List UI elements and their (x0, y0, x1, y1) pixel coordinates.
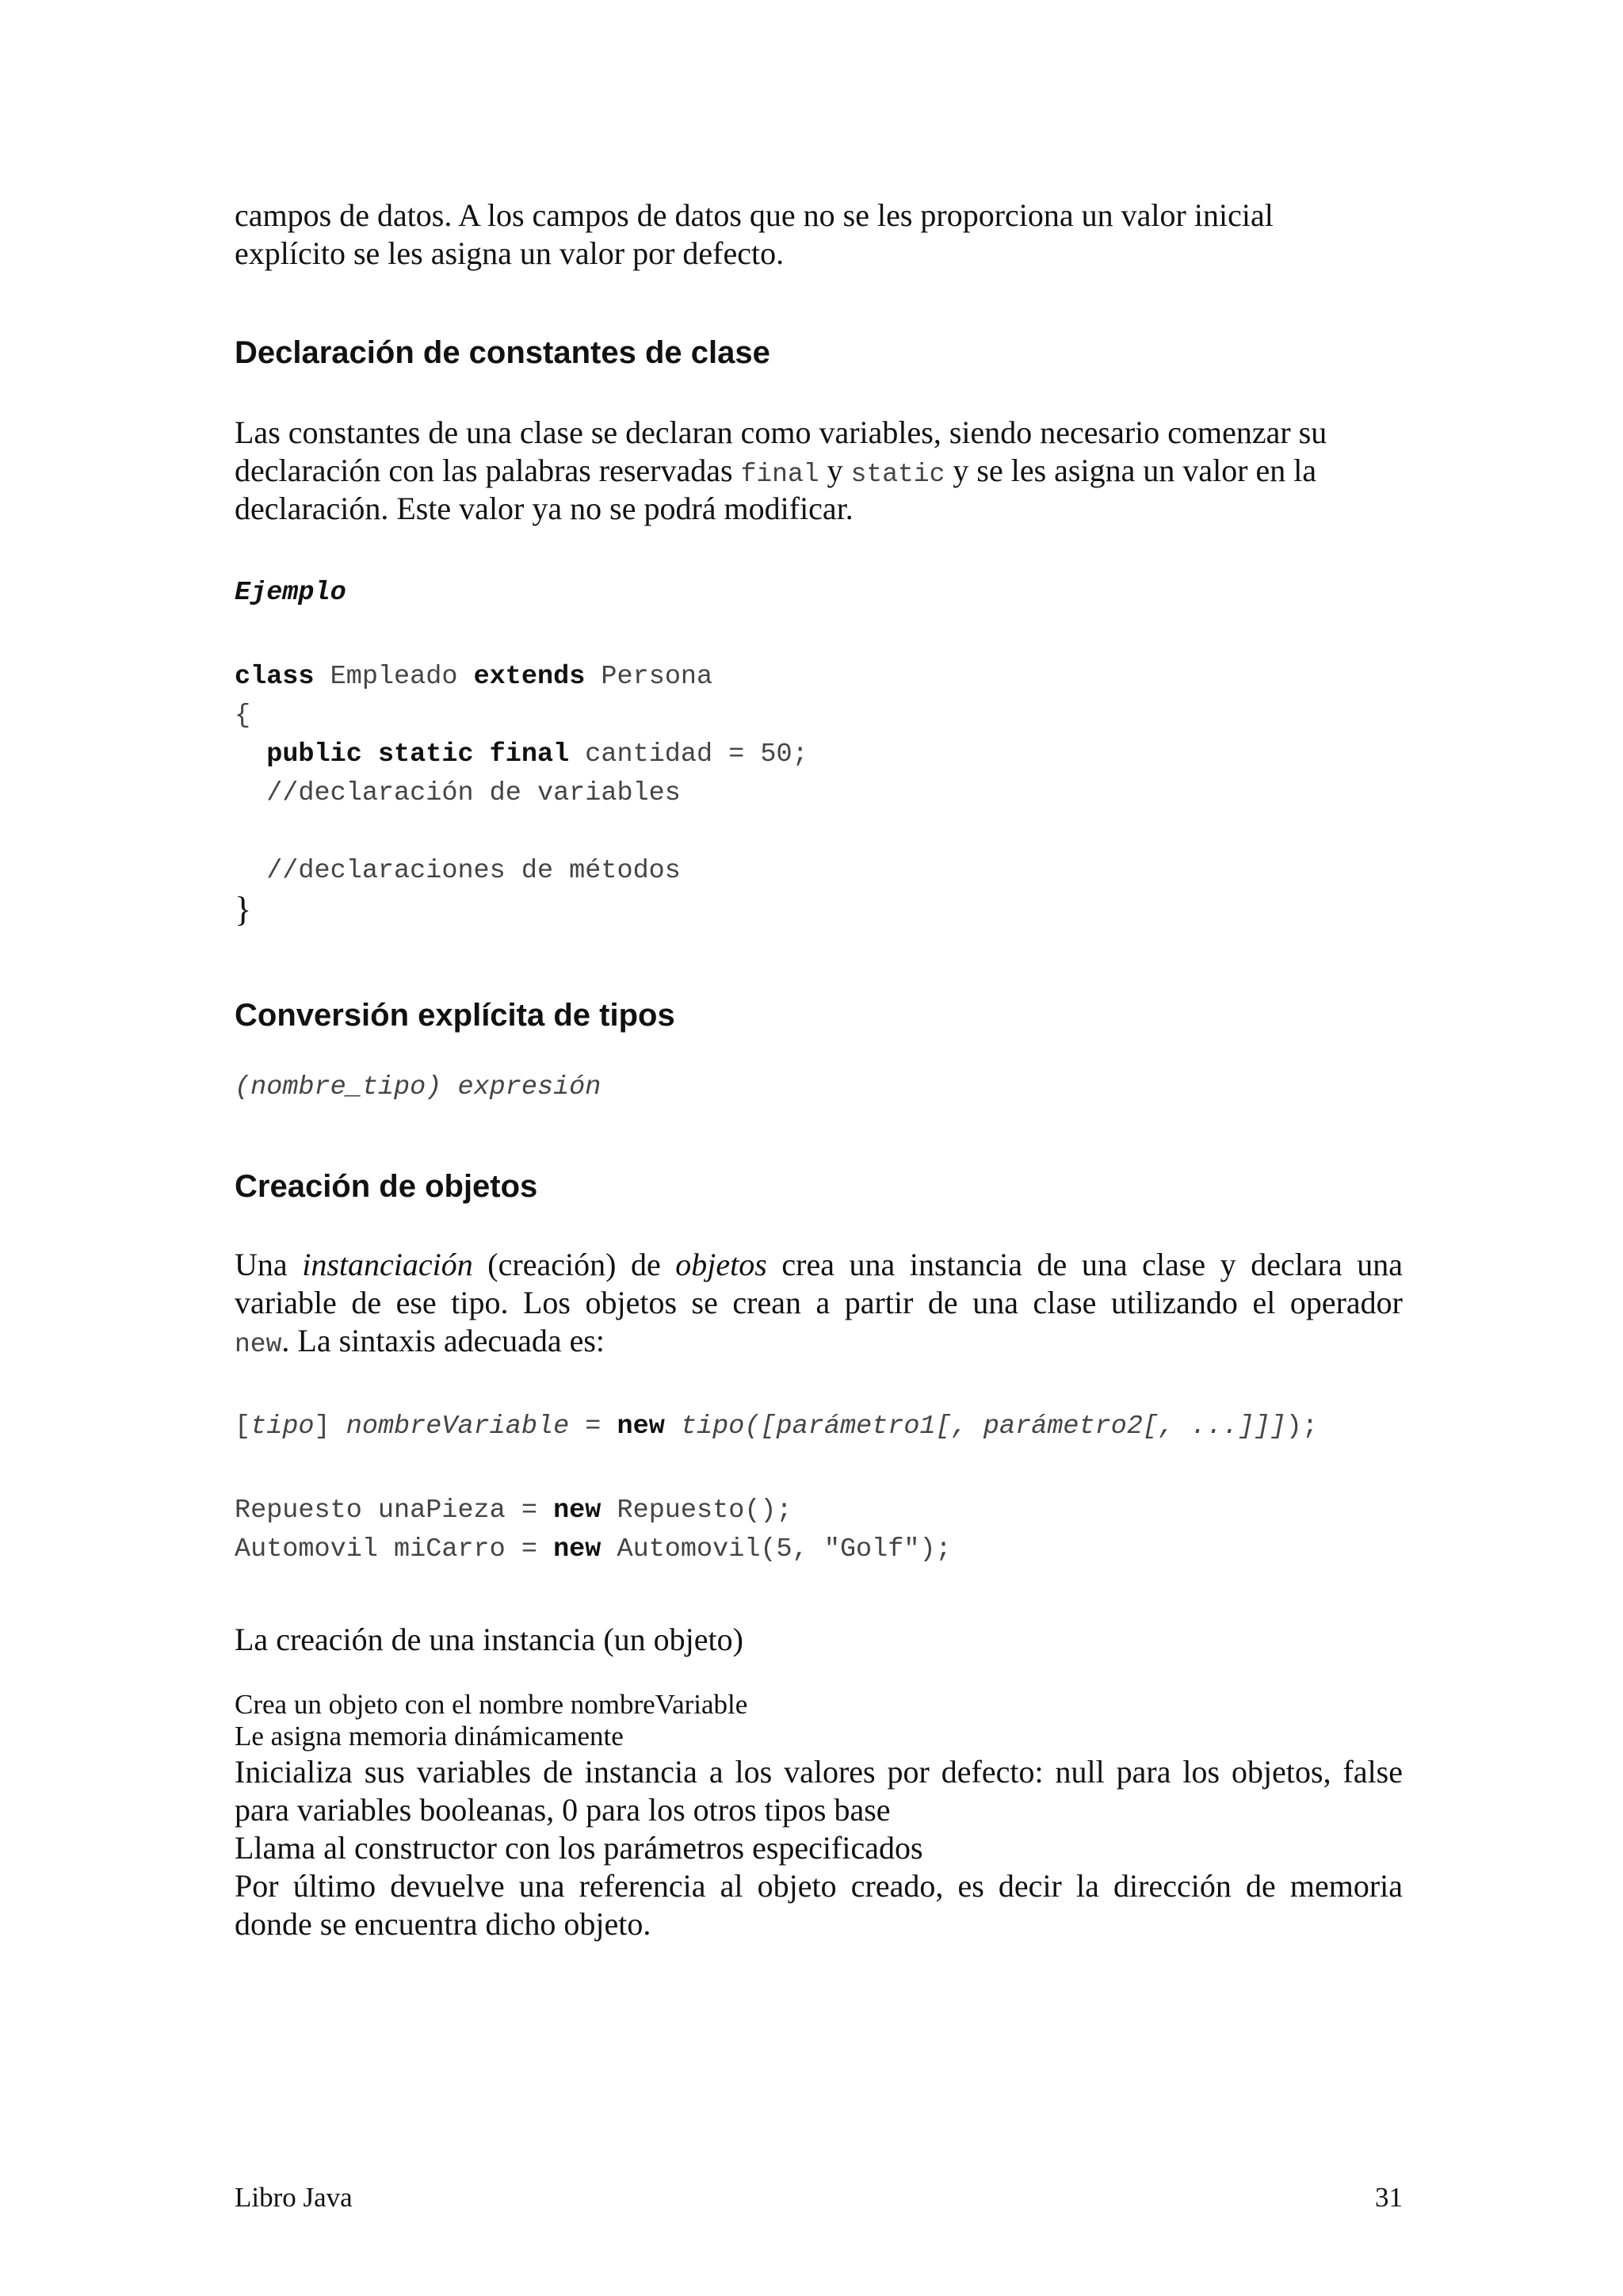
constantes-line-1: Las constantes de una clase se declaran como variables, siendo necesario comenzar su (235, 415, 1327, 450)
code-text: Repuesto unaPieza = (235, 1496, 554, 1526)
code-placeholder: nombreVariable (346, 1412, 570, 1442)
conversion-syntax: (nombre_tipo) expresión (235, 1072, 601, 1102)
text-segment: crea una instancia de una clase y declara una (766, 1247, 1403, 1282)
keyword-new: new (235, 1330, 282, 1359)
text-segment: y (819, 453, 851, 488)
code-keyword: new (553, 1534, 601, 1564)
example-line-1 (235, 1492, 792, 1530)
code-text: Persona (585, 662, 713, 692)
objetos-line-2: variable de ese tipo. Los objetos se crean a partir de una clase utilizando el operador (235, 1285, 1403, 1320)
code-line-6: //declaraciones de métodos (235, 856, 681, 886)
step-init-line-2: para variables booleanas, 0 para los otros tipos base (235, 1792, 891, 1828)
code-text: Automovil(5, "Golf"); (601, 1534, 952, 1564)
creation-intro: La creación de una instancia (un objeto) (235, 1622, 743, 1657)
term-objetos: objetos (675, 1247, 767, 1282)
code-line-2: { (235, 701, 251, 731)
code-text: [ (235, 1412, 251, 1442)
code-placeholder: tipo (250, 1412, 315, 1442)
footer-book-title: Libro Java (235, 2182, 353, 2213)
step-return-line-1: Por último devuelve una referencia al objeto creado, es decir la dirección de memoria (235, 1868, 1403, 1904)
code-keyword: new (553, 1496, 601, 1526)
code-text: ] (314, 1412, 346, 1442)
code-line-1 (235, 658, 712, 697)
text-segment: declaración con las palabras reservadas (235, 453, 741, 488)
intro-line-2: explícito se les asigna un valor por defecto. (235, 235, 785, 271)
keyword-static: static (850, 460, 945, 489)
code-line-4: //declaración de variables (235, 778, 681, 808)
text-segment: y se les asigna un valor en la (945, 453, 1317, 488)
page-number: 31 (1375, 2182, 1403, 2213)
code-text: Automovil miCarro = (235, 1534, 554, 1564)
new-syntax (235, 1408, 1318, 1446)
code-text: = (569, 1412, 617, 1442)
step-init-line-1: Inicializa sus variables de instancia a los valores por defecto: null para los objetos, false (235, 1754, 1403, 1790)
code-text (665, 1412, 681, 1442)
code-text: Repuesto(); (601, 1496, 792, 1526)
text-segment: . La sintaxis adecuada es: (281, 1323, 605, 1358)
example-line-2 (235, 1530, 952, 1569)
code-indent (235, 739, 266, 770)
code-keyword: extends (473, 662, 586, 692)
text-segment: Una (235, 1247, 303, 1282)
step-create-object: Crea un objeto con el nombre nombreVariable (235, 1689, 748, 1720)
text-segment: (creación) de (472, 1247, 676, 1282)
code-keyword: class (235, 662, 315, 692)
intro-line-1: campos de datos. A los campos de datos que no se les proporciona un valor inicial (235, 197, 1274, 233)
constantes-line-2 (235, 452, 1403, 494)
step-return-line-2: donde se encuentra dicho objeto. (235, 1906, 651, 1942)
constantes-line-3: declaración. Este valor ya no se podrá modificar. (235, 491, 854, 526)
section-heading-conversion: Conversión explícita de tipos (235, 998, 675, 1033)
code-line-3 (235, 735, 808, 774)
objetos-line-1 (235, 1246, 1403, 1284)
section-heading-objetos: Creación de objetos (235, 1169, 538, 1204)
code-keyword: new (617, 1412, 665, 1442)
code-line-7: } (235, 890, 252, 929)
keyword-final: final (740, 460, 819, 489)
code-text: cantidad = 50; (569, 739, 808, 770)
code-keyword: public static final (266, 739, 570, 770)
term-instanciacion: instanciación (302, 1247, 473, 1282)
step-assign-memory: Le asigna memoria dinámicamente (235, 1721, 624, 1752)
code-text: Empleado (314, 662, 474, 692)
code-placeholder: tipo([parámetro1[, parámetro2[, ...]]] (680, 1412, 1286, 1442)
example-label: Ejemplo (235, 578, 346, 608)
section-heading-constantes: Declaración de constantes de clase (235, 335, 770, 370)
step-constructor: Llama al constructor con los parámetros especificados (235, 1830, 923, 1866)
document-page (235, 0, 1403, 2296)
code-text: ); (1285, 1412, 1319, 1442)
objetos-line-3 (235, 1322, 605, 1364)
